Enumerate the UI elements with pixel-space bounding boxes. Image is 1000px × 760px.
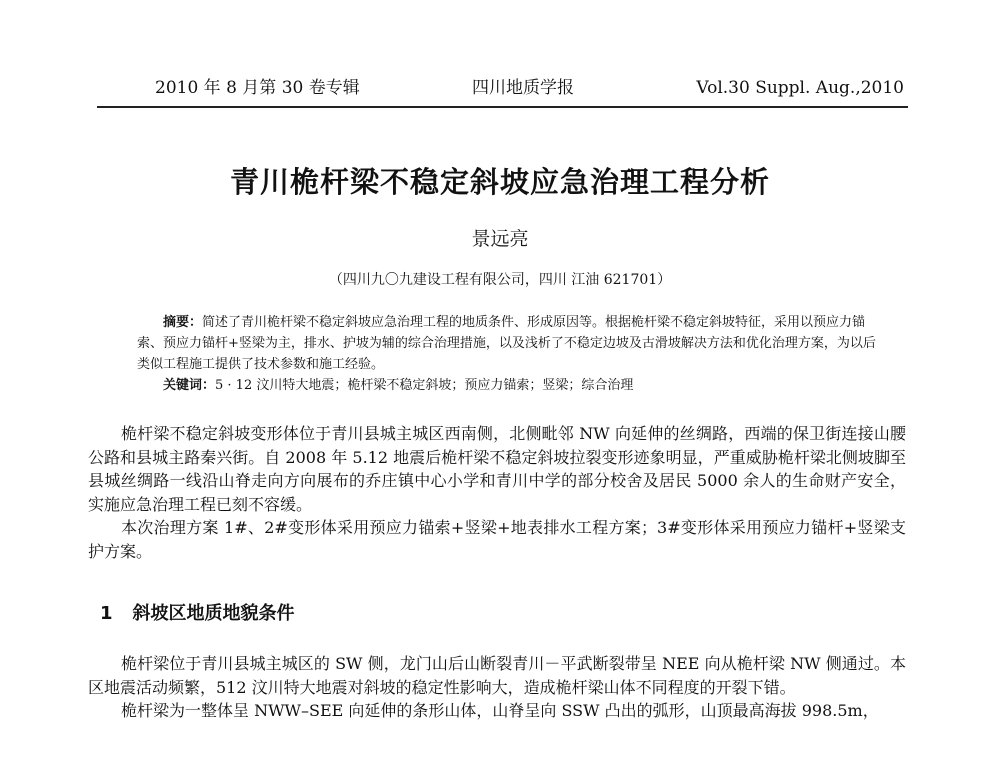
journal-name: 四川地质学报 [472,78,574,98]
keywords-text: 5 · 12 汶川特大地震；桅杆梁不稳定斜坡；预应力锚索；竖梁；综合治理 [215,378,634,393]
abstract-label: 摘要： [163,315,203,330]
section-heading [100,601,295,627]
body-paragraph: 本次治理方案 1#、2#变形体采用预应力锚索+竖梁+地表排水工程方案；3#变形体采用预应力锚杆+竖梁支护方案。 [88,518,906,561]
running-header [97,76,908,108]
intro-section [88,422,906,563]
section-1-body [88,652,906,723]
abstract-paragraph [137,312,877,375]
author-name: 景远亮 [471,228,529,250]
section-number: 1 [100,603,113,624]
body-paragraph: 桅杆梁不稳定斜坡变形体位于青川县城主城区西南侧，北侧毗邻 NW 向延伸的丝绸路，西端的保卫街连接山腰公路和县城主路秦兴街。自 2008 年 5.12 地震后桅杆梁不稳定斜坡拉裂变形迹象明显，严重威胁桅杆梁北侧坡脚至县城丝绸路一线沿山脊走向方向展布的乔庄镇中心小学和青川中学的部分校舍及居民 5000 余人的生命财产安全，实施应急治理工程已刻不容缓。 [88,424,906,514]
abstract-block [137,312,877,396]
issue-info: 2010 年 8 月第 30 卷专辑 [155,78,360,98]
section-title: 斜坡区地质地貌条件 [132,603,295,624]
volume-info: Vol.30 Suppl. Aug.,2010 [696,78,904,98]
keywords-label: 关键词： [163,378,216,393]
abstract-text: 简述了青川桅杆梁不稳定斜坡应急治理工程的地质条件、形成原因等。根据桅杆梁不稳定斜坡特征，采用以预应力锚索、预应力锚杆+竖梁为主，排水、护坡为辅的综合治理措施，以及浅析了不稳定边坡及古滑坡解决方法和优化治理方案，为以后类似工程施工提供了技术参数和施工经验。 [137,315,876,372]
body-paragraph: 桅杆梁位于青川县城主城区的 SW 侧，龙门山后山断裂青川－平武断裂带呈 NEE 向从桅杆梁 NW 侧通过。本区地震活动频繁，512 汶川特大地震对斜坡的稳定性影响大，造成桅杆梁山体不同程度的开裂下错。 [88,654,906,697]
keywords-paragraph [137,375,877,396]
body-paragraph: 桅杆梁为一整体呈 NWW–SEE 向延伸的条形山体，山脊呈向 SSW 凸出的弧形，山顶最高海拔 998.5m， [121,701,879,720]
article-title: 青川桅杆梁不稳定斜坡应急治理工程分析 [229,165,770,199]
author-affiliation: （四川九〇九建设工程有限公司，四川 江油 621701） [328,272,672,288]
